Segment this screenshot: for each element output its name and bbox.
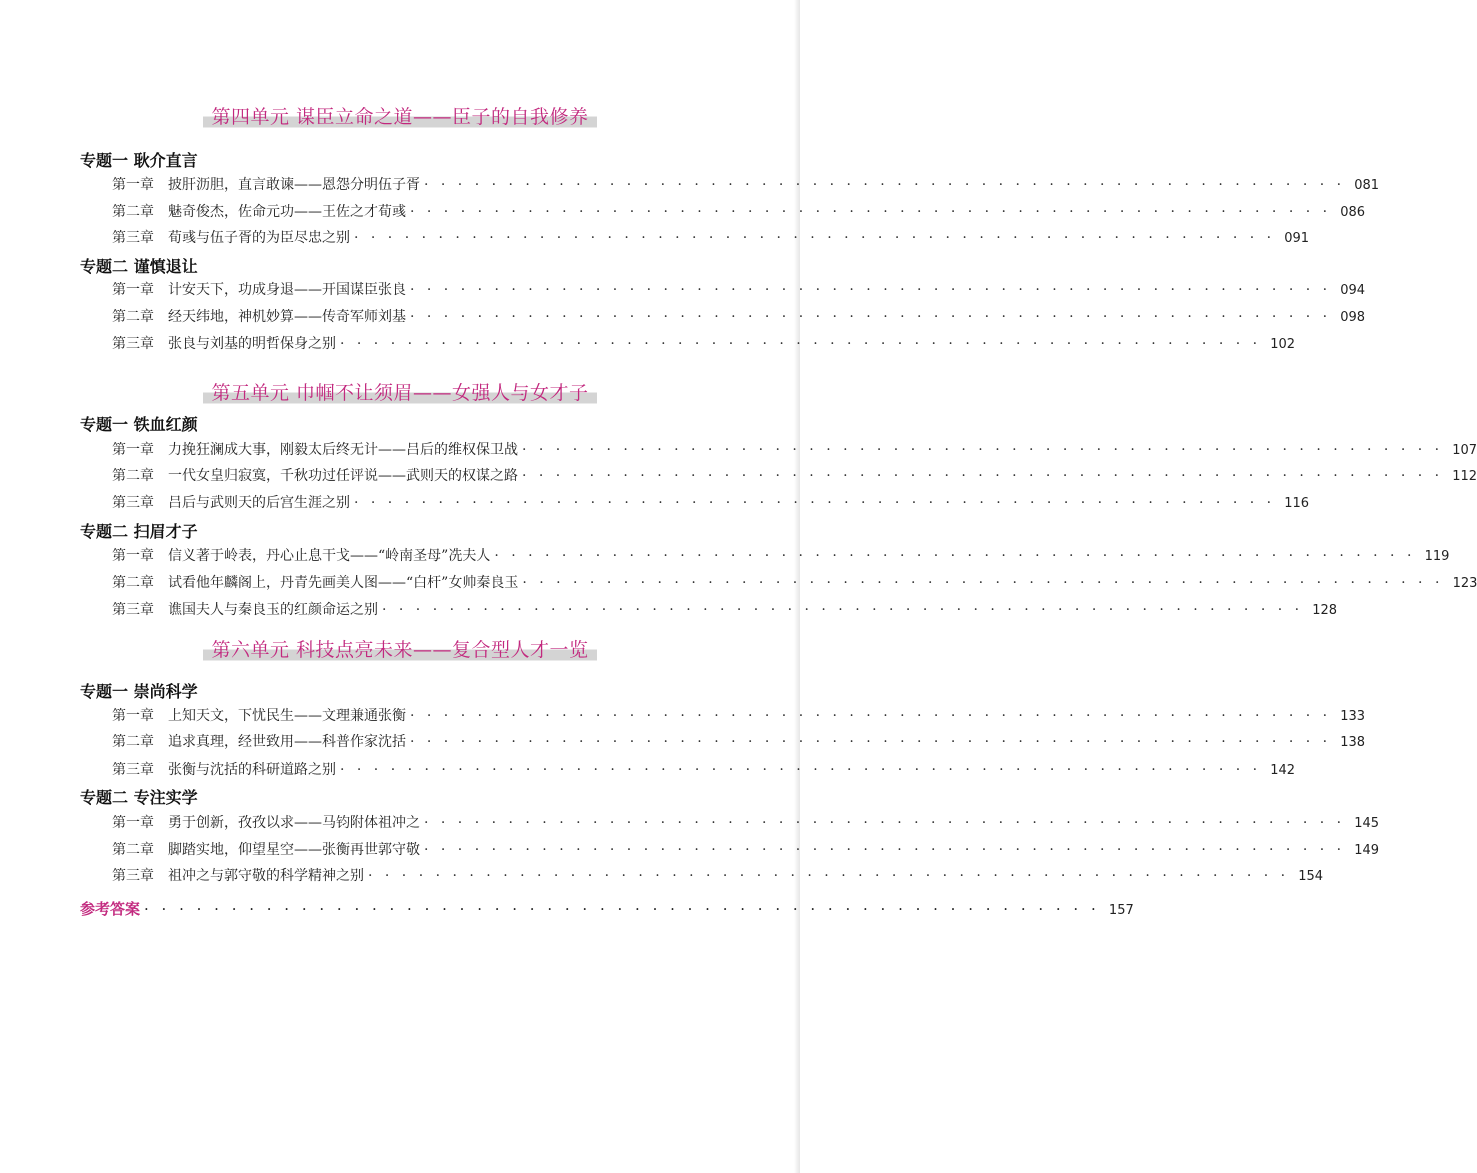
chapter-title: 吕后与武则天的后宫生涯之别: [168, 495, 350, 511]
page-number: 098: [1340, 310, 1366, 325]
page-number: 145: [1354, 816, 1380, 831]
page-number: 154: [1298, 869, 1324, 884]
unit-title: 第六单元 科技点亮未来——复合型人才一览: [0, 633, 800, 663]
toc-entry[interactable]: [112, 865, 1324, 887]
toc-entry[interactable]: [112, 839, 1380, 861]
page-number: 094: [1340, 283, 1366, 298]
page-number: 086: [1340, 205, 1366, 220]
toc-entry[interactable]: [112, 812, 1380, 834]
toc-entry[interactable]: [112, 705, 1366, 727]
chapter-title: 脚踏实地，仰望星空——张衡再世郭守敬: [168, 842, 420, 858]
chapter-number: 第一章: [112, 177, 154, 193]
toc-entry[interactable]: [112, 279, 1366, 301]
chapter-number: 第三章: [112, 762, 154, 778]
topic-title: 专题二 谨慎退让: [80, 257, 198, 276]
topic-title: 专题一 崇尚科学: [80, 682, 198, 701]
chapter-title: 魅奇俊杰，佐命元功——王佐之才荀彧: [168, 204, 406, 220]
toc-entry[interactable]: [112, 599, 1338, 621]
page-number: 081: [1354, 178, 1380, 193]
chapter-number: 第二章: [112, 734, 154, 750]
dot-leader: · · · · · · · · · · · · · · · · · · · · · · · · · · · · · · · · · · · · · · · · · · · · · · · · · · · · · · ·: [340, 336, 1262, 352]
page-number: 142: [1270, 763, 1296, 778]
page-number: 112: [1452, 469, 1477, 484]
chapter-title: 上知天文，下忧民生——文理兼通张衡: [168, 708, 406, 724]
chapter-number: 第一章: [112, 815, 154, 831]
toc-entry[interactable]: [112, 492, 1310, 514]
toc-entry[interactable]: [112, 759, 1296, 781]
toc-entry[interactable]: [112, 227, 1310, 249]
chapter-title: 张良与刘基的明哲保身之别: [168, 336, 336, 352]
dot-leader: · · · · · · · · · · · · · · · · · · · · · · · · · · · · · · · · · · · · · · · · · · · · · · · · · · · · · · ·: [354, 230, 1276, 246]
chapter-number: 第三章: [112, 230, 154, 246]
page-number: 119: [1424, 549, 1450, 564]
page-number: 149: [1354, 843, 1380, 858]
page-number: 102: [1270, 337, 1296, 352]
chapter-title: 一代女皇归寂寞，千秋功过任评说——武则天的权谋之路: [168, 468, 518, 484]
chapter-number: 第三章: [112, 868, 154, 884]
dot-leader: · · · · · · · · · · · · · · · · · · · · · · · · · · · · · · · · · · · · · · · · · · · · · · · · · · · · · · ·: [354, 495, 1276, 511]
toc-entry[interactable]: [112, 201, 1366, 223]
chapter-title: 荀彧与伍子胥的为臣尽忠之别: [168, 230, 350, 246]
topic-title: 专题二 专注实学: [80, 788, 198, 807]
page-number: 138: [1340, 735, 1366, 750]
chapter-title: 计安天下，功成身退——开国谋臣张良: [168, 282, 406, 298]
chapter-number: 第一章: [112, 548, 154, 564]
toc-entry[interactable]: [112, 465, 1477, 487]
chapter-number: 第一章: [112, 282, 154, 298]
dot-leader: · · · · · · · · · · · · · · · · · · · · · · · · · · · · · · · · · · · · · · · · · · · · · · · · · · · · · · ·: [522, 575, 1444, 591]
topic-title: 专题二 扫眉才子: [80, 522, 198, 541]
topic-title: 专题一 耿介直言: [80, 151, 198, 170]
dot-leader: · · · · · · · · · · · · · · · · · · · · · · · · · · · · · · · · · · · · · · · · · · · · · · · · · · · · · · ·: [424, 842, 1346, 858]
page-number: 157: [1108, 903, 1134, 918]
dot-leader: · · · · · · · · · · · · · · · · · · · · · · · · · · · · · · · · · · · · · · · · · · · · · · · · · · · · · · ·: [410, 309, 1332, 325]
chapter-title: 经天纬地，神机妙算——传奇军师刘基: [168, 309, 406, 325]
toc-entry[interactable]: [112, 306, 1366, 328]
chapter-number: 第二章: [112, 575, 154, 591]
dot-leader: · · · · · · · · · · · · · · · · · · · · · · · · · · · · · · · · · · · · · · · · · · · · · · · · · · · · · · ·: [410, 734, 1332, 750]
chapter-number: 第一章: [112, 708, 154, 724]
toc-entry[interactable]: [112, 545, 1450, 567]
dot-leader: · · · · · · · · · · · · · · · · · · · · · · · · · · · · · · · · · · · · · · · · · · · · · · · · · · · · · · ·: [410, 708, 1332, 724]
chapter-title: 力挽狂澜成大事，刚毅太后终无计——吕后的维权保卫战: [168, 442, 518, 458]
dot-leader: · · · · · · · · · · · · · · · · · · · · · · · · · · · · · · · · · · · · · · · · · · · · · · · · · · · · · · ·: [410, 204, 1332, 220]
chapter-title: 勇于创新，孜孜以求——马钧附体祖冲之: [168, 815, 420, 831]
toc-entry-answers[interactable]: [80, 898, 1134, 919]
dot-leader: · · · · · · · · · · · · · · · · · · · · · · · · · · · · · · · · · · · · · · · · · · · · · · · · · · · · · · ·: [410, 282, 1332, 298]
chapter-number: 第二章: [112, 468, 154, 484]
dot-leader: · · · · · · · · · · · · · · · · · · · · · · · · · · · · · · · · · · · · · · · · · · · · · · · · · · · · · · ·: [494, 548, 1416, 564]
dot-leader: · · · · · · · · · · · · · · · · · · · · · · · · · · · · · · · · · · · · · · · · · · · · · · · · · · · · · · ·: [382, 602, 1304, 618]
chapter-number: 第二章: [112, 842, 154, 858]
page-number: 116: [1284, 496, 1310, 511]
toc-entry[interactable]: [112, 333, 1296, 355]
chapter-number: 第一章: [112, 442, 154, 458]
chapter-title: 祖冲之与郭守敬的科学精神之别: [168, 868, 364, 884]
dot-leader: · · · · · · · · · · · · · · · · · · · · · · · · · · · · · · · · · · · · · · · · · · · · · · · · · · · · · · ·: [522, 442, 1444, 458]
unit-title: 第四单元 谋臣立命之道——臣子的自我修养: [0, 100, 800, 130]
toc-entry[interactable]: [112, 572, 1477, 594]
chapter-title: 谯国夫人与秦良玉的红颜命运之别: [168, 602, 378, 618]
chapter-title: 张衡与沈括的科研道路之别: [168, 762, 336, 778]
toc-entry[interactable]: [112, 439, 1477, 461]
chapter-title: 信义著于岭表，丹心止息干戈——“岭南圣母”冼夫人: [168, 548, 491, 564]
dot-leader: · · · · · · · · · · · · · · · · · · · · · · · · · · · · · · · · · · · · · · · · · · · · · · · · · · · · · · ·: [340, 762, 1262, 778]
answers-title: 参考答案: [80, 900, 141, 918]
page-number: 123: [1452, 576, 1477, 591]
chapter-number: 第三章: [112, 602, 154, 618]
toc-entry[interactable]: [112, 174, 1380, 196]
page-number: 107: [1452, 443, 1477, 458]
dot-leader: · · · · · · · · · · · · · · · · · · · · · · · · · · · · · · · · · · · · · · · · · · · · · · · · · · · · · · ·: [144, 900, 1100, 918]
toc-entry[interactable]: [112, 731, 1366, 753]
chapter-title: 追求真理，经世致用——科普作家沈括: [168, 734, 406, 750]
chapter-number: 第三章: [112, 336, 154, 352]
dot-leader: · · · · · · · · · · · · · · · · · · · · · · · · · · · · · · · · · · · · · · · · · · · · · · · · · · · · · · ·: [368, 868, 1290, 884]
chapter-title: 披肝沥胆，直言敢谏——恩怨分明伍子胥: [168, 177, 420, 193]
page-number: 091: [1284, 231, 1310, 246]
dot-leader: · · · · · · · · · · · · · · · · · · · · · · · · · · · · · · · · · · · · · · · · · · · · · · · · · · · · · · ·: [424, 177, 1346, 193]
dot-leader: · · · · · · · · · · · · · · · · · · · · · · · · · · · · · · · · · · · · · · · · · · · · · · · · · · · · · · ·: [522, 468, 1444, 484]
chapter-title: 试看他年麟阁上，丹青先画美人图——“白杆”女帅秦良玉: [168, 575, 519, 591]
chapter-number: 第二章: [112, 204, 154, 220]
page-number: 133: [1340, 709, 1366, 724]
dot-leader: · · · · · · · · · · · · · · · · · · · · · · · · · · · · · · · · · · · · · · · · · · · · · · · · · · · · · · ·: [424, 815, 1346, 831]
unit-title: 第五单元 巾帼不让须眉——女强人与女才子: [0, 376, 800, 406]
chapter-number: 第二章: [112, 309, 154, 325]
topic-title: 专题一 铁血红颜: [80, 415, 198, 434]
chapter-number: 第三章: [112, 495, 154, 511]
page-number: 128: [1312, 603, 1338, 618]
